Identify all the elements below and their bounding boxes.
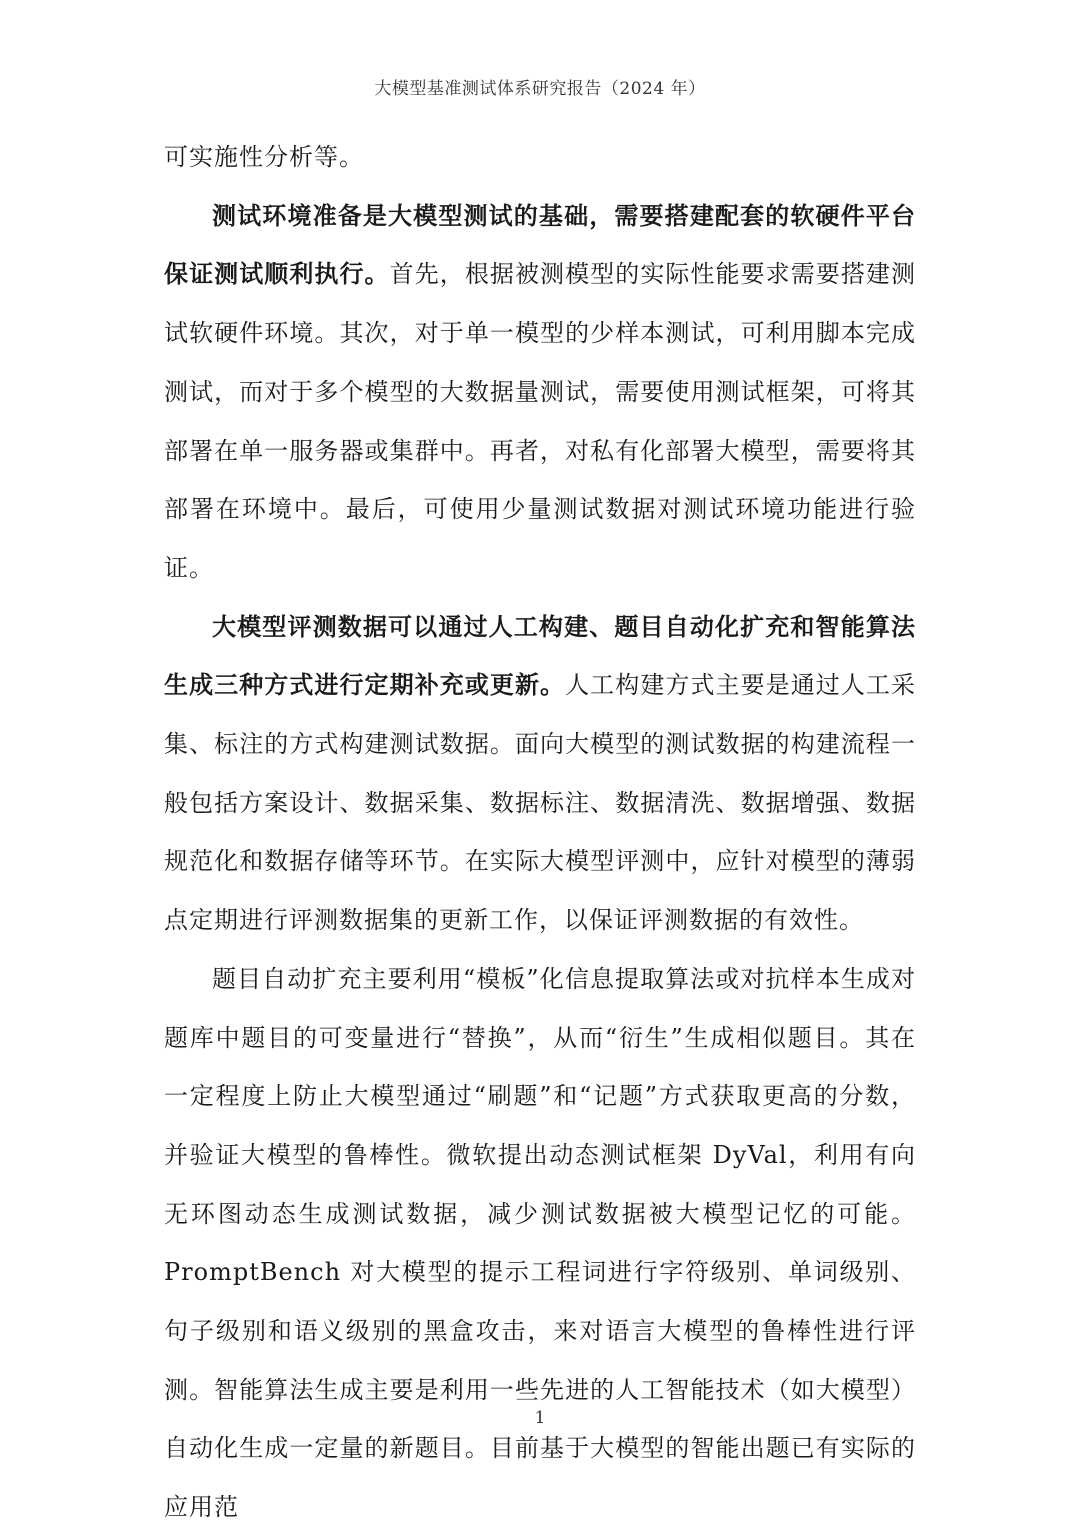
paragraph-text: 人工构建方式主要是通过人工采集、标注的方式构建测试数据。面向大模型的测试数据的构建流程一般包括方案设计、数据采集、数据标注、数据清洗、数据增强、数据规范化和数据存储等环节。在实际大模型评测中，应针对模型的薄弱点定期进行评测数据集的更新工作，以保证评测数据的有效性。	[164, 671, 917, 935]
paragraph-evaluation-data	[164, 598, 916, 950]
paragraph-text: 可实施性分析等。	[164, 143, 364, 171]
document-body	[164, 128, 916, 1537]
paragraph-lead: 大模型评测数据可以通过人工构建、题目自动化扩充和智能算法生成三种方式进行定期补充或更新。	[164, 611, 916, 700]
paragraph-text: 首先，根据被测模型的实际性能要求需要搭建测试软硬件环境。其次，对于单一模型的少样本测试，可利用脚本完成测试，而对于多个模型的大数据量测试，需要使用测试框架，可将其部署在单一服务器或集群中。再者，对私有化部署大模型，需要将其部署在环境中。最后，可使用少量测试数据对测试环境功能进行验证。	[164, 260, 917, 582]
paragraph-text: 题目自动扩充主要利用“模板”化信息提取算法或对抗样本生成对题库中题目的可变量进行“替换”，从而“衍生”生成相似题目。其在一定程度上防止大模型通过“刷题”和“记题”方式获取更高的分数，并验证大模型的鲁棒性。微软提出动态测试框架 DyVal，利用有向无环图动态生成测试数据，减少测试数据被大模型记忆的可能。PromptBench 对大模型的提示工程词进行字符级别、单词级别、句子级别和语义级别的黑盒攻击，来对语言大模型的鲁棒性进行评测。智能算法生成主要是利用一些先进的人工智能技术（如大模型）自动化生成一定量的新题目。目前基于大模型的智能出题已有实际的应用范	[164, 964, 916, 1522]
paragraph-continuation	[164, 128, 916, 187]
paragraph-test-environment	[164, 187, 916, 598]
page-number: 1	[534, 1408, 546, 1428]
paragraph-lead: 测试环境准备是大模型测试的基础，需要搭建配套的软硬件平台保证测试顺利执行。	[164, 200, 916, 289]
paragraph-auto-expansion	[164, 950, 916, 1537]
page-header: 大模型基准测试体系研究报告（2024 年）	[374, 79, 706, 99]
